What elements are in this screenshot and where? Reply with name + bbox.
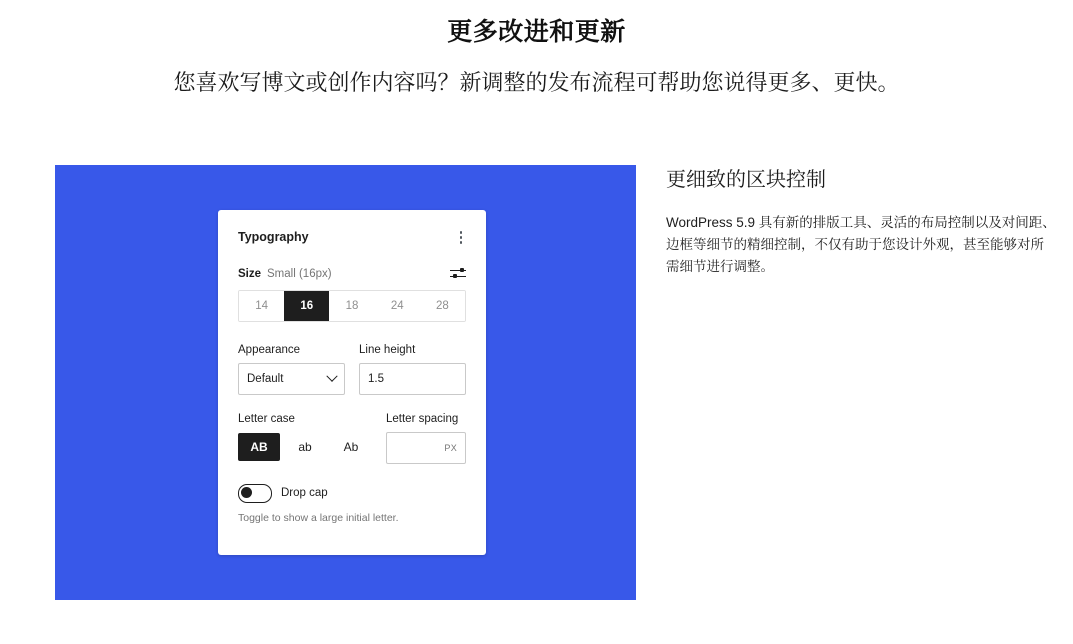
- appearance-lineheight-row: [238, 344, 466, 395]
- right-column-title: 更细致的区块控制: [666, 169, 826, 191]
- letter-case-label: Letter case: [238, 412, 295, 425]
- page-subtitle: 您喜欢写博文或创作内容吗？新调整的发布流程可帮助您说得更多、更快。: [173, 70, 900, 95]
- size-row: [238, 267, 466, 281]
- page-title: 更多改进和更新: [447, 18, 626, 46]
- appearance-value: Default: [247, 372, 284, 385]
- size-value: Small (16px): [267, 267, 332, 280]
- size-step-18[interactable]: 18: [329, 291, 374, 321]
- appearance-select[interactable]: [238, 363, 345, 395]
- drop-cap-helper-text: Toggle to show a large initial letter.: [238, 511, 399, 524]
- letter-spacing-label: Letter spacing: [386, 412, 459, 425]
- appearance-label: Appearance: [238, 343, 301, 356]
- letter-spacing-field: [386, 413, 466, 464]
- size-step-group[interactable]: [238, 290, 466, 322]
- size-step-16[interactable]: 16: [284, 291, 329, 321]
- size-label: Size: [238, 267, 262, 280]
- drop-cap-toggle[interactable]: [238, 484, 272, 503]
- letter-spacing-input[interactable]: [386, 432, 466, 464]
- line-height-field: [359, 344, 466, 395]
- feature-figure: [55, 165, 636, 600]
- letter-case-field: [238, 413, 372, 464]
- size-step-14[interactable]: 14: [239, 291, 284, 321]
- drop-cap-label: Drop cap: [281, 487, 328, 499]
- letter-case-uppercase[interactable]: AB: [238, 433, 280, 461]
- chevron-down-icon: [326, 370, 337, 381]
- panel-title: Typography: [238, 230, 309, 245]
- letter-spacing-unit: PX: [444, 442, 457, 453]
- right-column: [666, 163, 1056, 278]
- line-height-label: Line height: [359, 343, 416, 356]
- typography-panel: [218, 210, 486, 555]
- kebab-menu-icon[interactable]: [456, 228, 467, 247]
- drop-cap-row: [238, 484, 466, 503]
- size-step-24[interactable]: 24: [375, 291, 420, 321]
- panel-header: [238, 228, 466, 247]
- appearance-field: [238, 344, 345, 395]
- sliders-icon[interactable]: [450, 267, 466, 281]
- case-spacing-row: [238, 413, 466, 464]
- line-height-value: 1.5: [368, 372, 384, 385]
- letter-case-group[interactable]: [238, 432, 372, 462]
- line-height-input[interactable]: [359, 363, 466, 395]
- right-column-body: WordPress 5.9 具有新的排版工具、灵活的布局控制以及对间距、边框等细节的精细控制，不仅有助于您设计外观，甚至能够对所需细节进行调整。: [666, 215, 1056, 274]
- size-step-28[interactable]: 28: [420, 291, 465, 321]
- letter-case-lowercase[interactable]: ab: [298, 439, 312, 454]
- letter-case-capitalize[interactable]: Ab: [343, 439, 359, 454]
